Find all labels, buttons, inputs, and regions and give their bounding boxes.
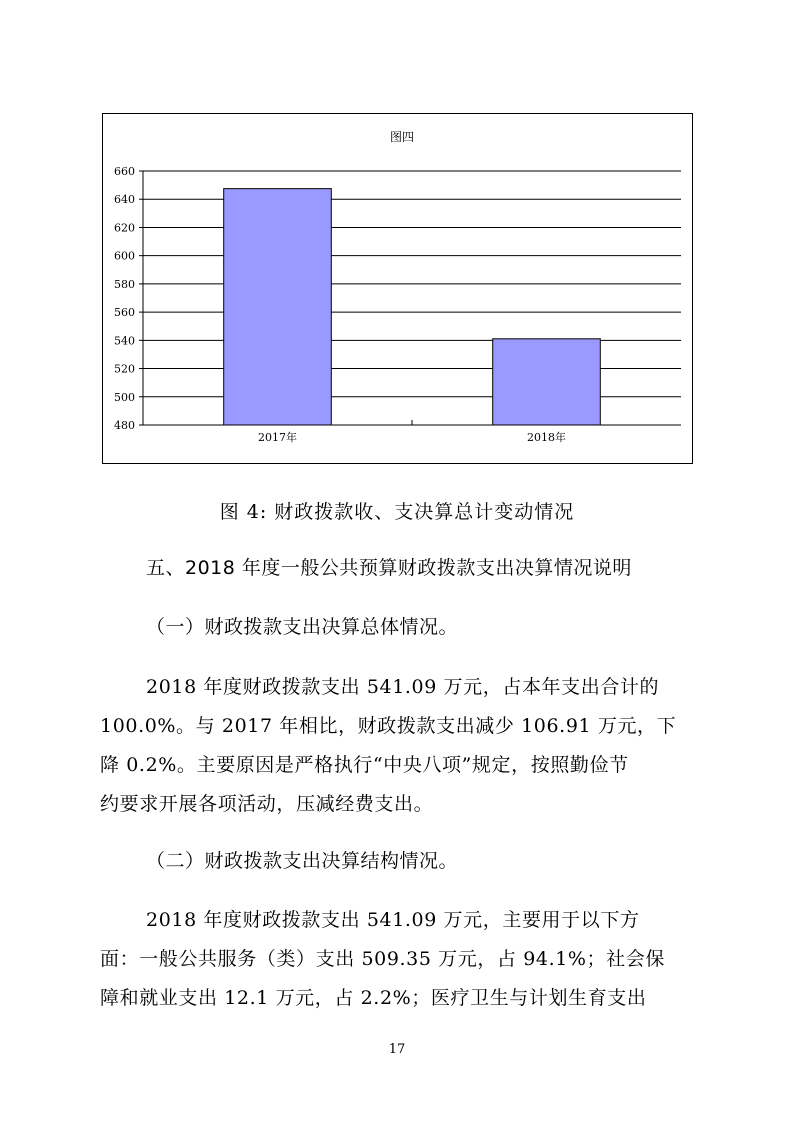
x-tick-label: 2018年 <box>527 431 566 444</box>
y-tick-label: 640 <box>114 193 135 207</box>
paragraph-line: 100.0%。与 2017 年相比，财政拨款支出减少 106.91 万元，下 <box>100 715 677 737</box>
y-tick-label: 620 <box>114 221 135 235</box>
page-number: 17 <box>388 1042 406 1057</box>
y-tick-label: 520 <box>114 362 135 376</box>
chart-svg <box>103 114 692 463</box>
paragraph-line: 2018 年度财政拨款支出 541.09 万元，占本年支出合计的 <box>146 676 660 698</box>
subsection-title-2: （二）财政拨款支出决算结构情况。 <box>146 850 459 872</box>
paragraph-line: 约要求开展各项活动，压减经费支出。 <box>100 793 434 815</box>
paragraph-line: 面：一般公共服务（类）支出 509.35 万元，占 94.1%；社会保 <box>100 948 665 970</box>
y-tick-label: 600 <box>114 249 135 263</box>
paragraph-line: 降 0.2%。主要原因是严格执行“中央八项”规定，按照勤俭节 <box>100 754 629 776</box>
y-tick-label: 540 <box>114 334 135 348</box>
bar-chart <box>102 113 693 464</box>
y-tick-label: 660 <box>114 165 135 178</box>
figure-caption: 图 4: 财政拨款收、支决算总计变动情况 <box>219 501 575 523</box>
section-heading: 五、2018 年度一般公共预算财政拨款支出决算情况说明 <box>146 557 632 579</box>
paragraph-line: 2018 年度财政拨款支出 541.09 万元，主要用于以下方 <box>146 909 640 931</box>
y-tick-label: 560 <box>114 306 135 320</box>
bar <box>224 189 332 425</box>
x-tick-label: 2017年 <box>258 431 297 444</box>
y-tick-label: 480 <box>114 419 135 432</box>
chart-title: 图四 <box>389 130 415 144</box>
bar <box>493 339 601 425</box>
paragraph-line: 障和就业支出 12.1 万元，占 2.2%；医疗卫生与计划生育支出 <box>100 987 647 1009</box>
subsection-title-1: （一）财政拨款支出决算总体情况。 <box>146 616 459 638</box>
y-tick-label: 500 <box>114 390 135 404</box>
y-tick-label: 580 <box>114 277 135 291</box>
